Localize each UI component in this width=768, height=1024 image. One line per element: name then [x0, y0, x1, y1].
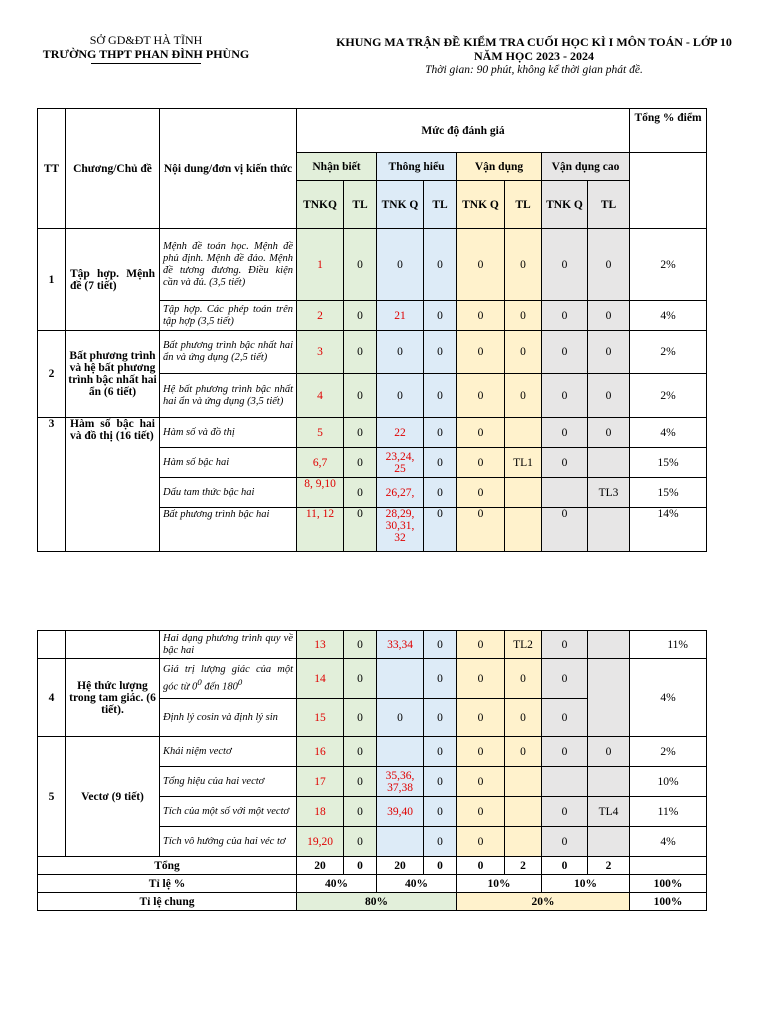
content-unit: Tập hợp. Các phép toán trên tập hợp (3,5 tiết): [160, 301, 297, 331]
ratio-value: 40%: [297, 875, 377, 893]
th-tl-cell: 0: [424, 699, 457, 737]
vdc-tnkq-cell: 0: [542, 827, 588, 857]
header-content: Nội dung/đơn vị kiến thức: [160, 109, 297, 229]
vdc-tl-cell: TL4: [588, 797, 630, 827]
header-tnkq: TNK Q: [377, 181, 424, 229]
th-tl-cell: 0: [424, 448, 457, 478]
nb-tnkq-cell: 17: [297, 767, 344, 797]
nb-tnkq-cell: 18: [297, 797, 344, 827]
vd-tnkq-cell: 0: [457, 301, 505, 331]
th-tl-cell: 0: [424, 374, 457, 418]
vdc-tl-cell: 0: [588, 301, 630, 331]
header-nhan-biet: Nhận biết: [297, 153, 377, 181]
nb-tnkq-cell: 16: [297, 737, 344, 767]
th-tl-cell: 0: [424, 659, 457, 699]
percent-cell: 11%: [630, 631, 707, 659]
vdc-tnkq-cell: 0: [542, 737, 588, 767]
vd-tl-cell: 0: [505, 659, 542, 699]
content-unit: Hệ bất phương trình bậc nhất hai ẩn và ứng dụng (3,5 tiết): [160, 374, 297, 418]
vd-tnkq-cell: 0: [457, 418, 505, 448]
percent-cell: 2%: [630, 229, 707, 301]
content-unit: Hàm số và đồ thị: [160, 418, 297, 448]
vdc-tnkq-cell: 0: [542, 508, 588, 552]
vdc-tnkq-cell: [542, 478, 588, 508]
chapter-name: Hệ thức lượng trong tam giác. (6 tiết).: [66, 659, 160, 737]
vdc-tnkq-cell: 0: [542, 229, 588, 301]
header-van-dung-cao: Vận dụng cao: [542, 153, 630, 181]
header-assessment-level: Mức độ đánh giá: [297, 109, 630, 153]
institution-header: [36, 33, 256, 64]
vd-tnkq-cell: 0: [457, 767, 505, 797]
th-tl-cell: 0: [424, 767, 457, 797]
content-unit: Bất phương trình bậc nhất hai ẩn và ứng dụng (2,5 tiết): [160, 331, 297, 374]
nb-tnkq-cell: 1: [297, 229, 344, 301]
vd-tl-cell: [505, 508, 542, 552]
overall-ratio-value: 20%: [457, 893, 630, 911]
th-tnkq-cell: 39,40: [377, 797, 424, 827]
nb-tnkq-cell: 6,7: [297, 448, 344, 478]
th-tnkq-cell: [377, 659, 424, 699]
nb-tl-cell: 0: [344, 699, 377, 737]
vdc-tnkq-cell: 0: [542, 374, 588, 418]
degree-superscript: 0: [237, 676, 243, 687]
th-tnkq-cell: 28,29, 30,31, 32: [377, 508, 424, 552]
th-tnkq-cell: 0: [377, 229, 424, 301]
th-tl-cell: 0: [424, 737, 457, 767]
th-tl-cell: 0: [424, 301, 457, 331]
overall-ratio-value: 80%: [297, 893, 457, 911]
total-value: 0: [457, 857, 505, 875]
percent-cell: 4%: [630, 659, 707, 737]
header-tt: TT: [38, 109, 66, 229]
nb-tnkq-cell: 3: [297, 331, 344, 374]
chapter-number: 1: [38, 229, 66, 331]
content-unit: Tổng hiệu của hai vectơ: [160, 767, 297, 797]
vd-tl-cell: 0: [505, 374, 542, 418]
vd-tnkq-cell: 0: [457, 659, 505, 699]
nb-tl-cell: 0: [344, 737, 377, 767]
vdc-tnkq-cell: [542, 767, 588, 797]
nb-tl-cell: 0: [344, 301, 377, 331]
th-tnkq-cell: [377, 737, 424, 767]
vdc-tl-cell: [588, 508, 630, 552]
vd-tl-cell: 0: [505, 737, 542, 767]
vdc-tl-cell: [588, 659, 630, 737]
content-unit: Tích của một số với một vectơ: [160, 797, 297, 827]
ratio-total: 100%: [630, 875, 707, 893]
total-label: Tổng: [38, 857, 297, 875]
header-thong-hieu: Thông hiểu: [377, 153, 457, 181]
vd-tnkq-cell: 0: [457, 631, 505, 659]
vd-tnkq-cell: 0: [457, 374, 505, 418]
total-value: 2: [588, 857, 630, 875]
th-tl-cell: 0: [424, 631, 457, 659]
content-unit: Mệnh đề toán học. Mệnh đề phủ định. Mệnh đề đảo. Mệnh đề tương đương. Điều kiện cần và đủ. (3,5 tiết): [160, 229, 297, 301]
vdc-tnkq-cell: 0: [542, 301, 588, 331]
degree-superscript: 0: [197, 676, 202, 687]
th-tnkq-cell: 0: [377, 331, 424, 374]
nb-tnkq-cell: 19,20: [297, 827, 344, 857]
vd-tl-cell: TL1: [505, 448, 542, 478]
document-title: KHUNG MA TRẬN ĐỀ KIỂM TRA CUỐI HỌC KÌ I MÔN TOÁN - LỚP 10: [336, 35, 732, 49]
vd-tl-cell: 0: [505, 699, 542, 737]
nb-tl-cell: 0: [344, 331, 377, 374]
ratio-value: 10%: [542, 875, 630, 893]
vd-tnkq-cell: 0: [457, 448, 505, 478]
vdc-tl-cell: 0: [588, 737, 630, 767]
th-tnkq-cell: 22: [377, 418, 424, 448]
percent-cell: 10%: [630, 767, 707, 797]
total-value: 0: [344, 857, 377, 875]
total-row: [38, 857, 707, 875]
th-tl-cell: 0: [424, 797, 457, 827]
nb-tl-cell: 0: [344, 508, 377, 552]
header-tl: TL: [424, 181, 457, 229]
vd-tnkq-cell: 0: [457, 699, 505, 737]
vdc-tl-cell: [588, 448, 630, 478]
percent-cell: 4%: [630, 827, 707, 857]
vdc-tl-cell: TL3: [588, 478, 630, 508]
ratio-label: Tỉ lệ %: [38, 875, 297, 893]
exam-matrix-table-part1: [37, 108, 707, 552]
table-row: [38, 331, 707, 374]
percent-cell: 14%: [630, 508, 707, 552]
vd-tl-cell: [505, 797, 542, 827]
ratio-value: 10%: [457, 875, 542, 893]
content-unit: [160, 659, 297, 699]
exam-duration: Thời gian: 90 phút, không kể thời gian phát đề.: [425, 64, 643, 76]
table-row: [38, 418, 707, 448]
content-unit-text: đến 180: [201, 681, 238, 693]
nb-tl-cell: 0: [344, 659, 377, 699]
vd-tl-cell: [505, 767, 542, 797]
content-unit: Khái niệm vectơ: [160, 737, 297, 767]
content-unit: Dấu tam thức bậc hai: [160, 478, 297, 508]
vdc-tl-cell: 0: [588, 418, 630, 448]
nb-tnkq-cell: 8, 9,10: [297, 478, 344, 508]
vd-tnkq-cell: 0: [457, 797, 505, 827]
header-tnkq: TNK Q: [457, 181, 505, 229]
department-name: SỞ GD&ĐT HÀ TĨNH: [89, 33, 203, 47]
percent-cell: 4%: [630, 301, 707, 331]
document-title-block: [300, 35, 768, 77]
chapter-name: Tập hợp. Mệnh đề (7 tiết): [66, 229, 160, 331]
percent-cell: 15%: [630, 448, 707, 478]
school-year: NĂM HỌC 2023 - 2024: [474, 49, 594, 63]
percent-cell: 4%: [630, 418, 707, 448]
vdc-tnkq-cell: 0: [542, 699, 588, 737]
exam-matrix-table-part2: [37, 630, 707, 911]
vdc-tl-cell: 0: [588, 229, 630, 301]
th-tl-cell: 0: [424, 827, 457, 857]
vdc-tnkq-cell: 0: [542, 659, 588, 699]
content-unit: Định lý cosin và định lý sin: [160, 699, 297, 737]
vd-tnkq-cell: 0: [457, 508, 505, 552]
school-name: TRƯỜNG THPT PHAN ĐÌNH PHÙNG: [42, 47, 250, 61]
header-total-percent: Tổng % điểm: [630, 109, 707, 153]
table-row: [38, 631, 707, 659]
vdc-tnkq-cell: 0: [542, 448, 588, 478]
chapter-number: 3: [38, 418, 66, 552]
nb-tnkq-cell: 14: [297, 659, 344, 699]
ratio-row: [38, 875, 707, 893]
th-tl-cell: 0: [424, 418, 457, 448]
vd-tl-cell: 0: [505, 229, 542, 301]
nb-tnkq-cell: 15: [297, 699, 344, 737]
percent-cell: 15%: [630, 478, 707, 508]
overall-ratio-row: [38, 893, 707, 911]
nb-tl-cell: 0: [344, 478, 377, 508]
chapter-name: Bất phương trình và hệ bất phương trình bậc nhất hai ẩn (6 tiết): [66, 331, 160, 418]
vdc-tl-cell: [588, 767, 630, 797]
overall-ratio-total: 100%: [630, 893, 707, 911]
table-row: [38, 659, 707, 699]
total-value: 20: [297, 857, 344, 875]
total-value: 0: [542, 857, 588, 875]
nb-tnkq-cell: 5: [297, 418, 344, 448]
chapter-number: 5: [38, 737, 66, 857]
content-unit: Bất phương trình bậc hai: [160, 508, 297, 552]
chapter-name: Hàm số bậc hai và đồ thị (16 tiết): [66, 418, 160, 552]
vdc-tnkq-cell: 0: [542, 418, 588, 448]
nb-tl-cell: 0: [344, 767, 377, 797]
header-tl: TL: [588, 181, 630, 229]
th-tnkq-cell: 21: [377, 301, 424, 331]
vd-tl-cell: TL2: [505, 631, 542, 659]
nb-tl-cell: 0: [344, 418, 377, 448]
vd-tl-cell: 0: [505, 301, 542, 331]
th-tnkq-cell: [377, 827, 424, 857]
vd-tnkq-cell: 0: [457, 229, 505, 301]
header-tl: TL: [344, 181, 377, 229]
vdc-tl-cell: 0: [588, 374, 630, 418]
nb-tl-cell: 0: [344, 448, 377, 478]
header-tnkq: TNKQ: [297, 181, 344, 229]
chapter-number-cont: [38, 631, 66, 659]
nb-tl-cell: 0: [344, 229, 377, 301]
th-tnkq-cell: 33,34: [377, 631, 424, 659]
header-underline: [91, 63, 201, 64]
nb-tl-cell: 0: [344, 631, 377, 659]
vd-tl-cell: 0: [505, 331, 542, 374]
th-tnkq-cell: 26,27,: [377, 478, 424, 508]
nb-tnkq-cell: 4: [297, 374, 344, 418]
ratio-value: 40%: [377, 875, 457, 893]
chapter-name: Vectơ (9 tiết): [66, 737, 160, 857]
chapter-number: 2: [38, 331, 66, 418]
percent-cell: 2%: [630, 374, 707, 418]
nb-tl-cell: 0: [344, 797, 377, 827]
content-unit: Tích vô hướng của hai véc tơ: [160, 827, 297, 857]
vd-tnkq-cell: 0: [457, 737, 505, 767]
th-tl-cell: 0: [424, 478, 457, 508]
nb-tl-cell: 0: [344, 827, 377, 857]
th-tnkq-cell: 0: [377, 699, 424, 737]
total-value: 2: [505, 857, 542, 875]
header-chapter: Chương/Chủ đề: [66, 109, 160, 229]
vdc-tl-cell: [588, 827, 630, 857]
content-unit: Hàm số bậc hai: [160, 448, 297, 478]
vdc-tnkq-cell: 0: [542, 331, 588, 374]
th-tnkq-cell: 23,24, 25: [377, 448, 424, 478]
percent-cell: 11%: [630, 797, 707, 827]
overall-ratio-label: Tỉ lệ chung: [38, 893, 297, 911]
nb-tnkq-cell: 2: [297, 301, 344, 331]
vdc-tnkq-cell: 0: [542, 797, 588, 827]
vdc-tnkq-cell: 0: [542, 631, 588, 659]
vd-tnkq-cell: 0: [457, 331, 505, 374]
percent-cell: 2%: [630, 737, 707, 767]
chapter-number: 4: [38, 659, 66, 737]
th-tl-cell: 0: [424, 508, 457, 552]
th-tl-cell: 0: [424, 229, 457, 301]
nb-tl-cell: 0: [344, 374, 377, 418]
nb-tnkq-cell: 13: [297, 631, 344, 659]
chapter-name-cont: [66, 631, 160, 659]
percent-cell: 2%: [630, 331, 707, 374]
header-tl: TL: [505, 181, 542, 229]
nb-tnkq-cell: 11, 12: [297, 508, 344, 552]
vdc-tl-cell: 0: [588, 331, 630, 374]
th-tnkq-cell: 35,36, 37,38: [377, 767, 424, 797]
vd-tnkq-cell: 0: [457, 478, 505, 508]
header-total-blank: [630, 153, 707, 229]
table-row: [38, 737, 707, 767]
vd-tnkq-cell: 0: [457, 827, 505, 857]
vdc-tl-cell: [588, 631, 630, 659]
total-blank: [630, 857, 707, 875]
th-tnkq-cell: 0: [377, 374, 424, 418]
th-tl-cell: 0: [424, 331, 457, 374]
content-unit-text: Giá trị lượng giác của một góc từ 0: [163, 663, 293, 693]
content-unit: Hai dạng phương trình quy về bậc hai: [160, 631, 297, 659]
total-value: 0: [424, 857, 457, 875]
header-tnkq: TNK Q: [542, 181, 588, 229]
vd-tl-cell: [505, 827, 542, 857]
table-row: [38, 229, 707, 301]
header-van-dung: Vận dụng: [457, 153, 542, 181]
total-value: 20: [377, 857, 424, 875]
vd-tl-cell: [505, 418, 542, 448]
vd-tl-cell: [505, 478, 542, 508]
